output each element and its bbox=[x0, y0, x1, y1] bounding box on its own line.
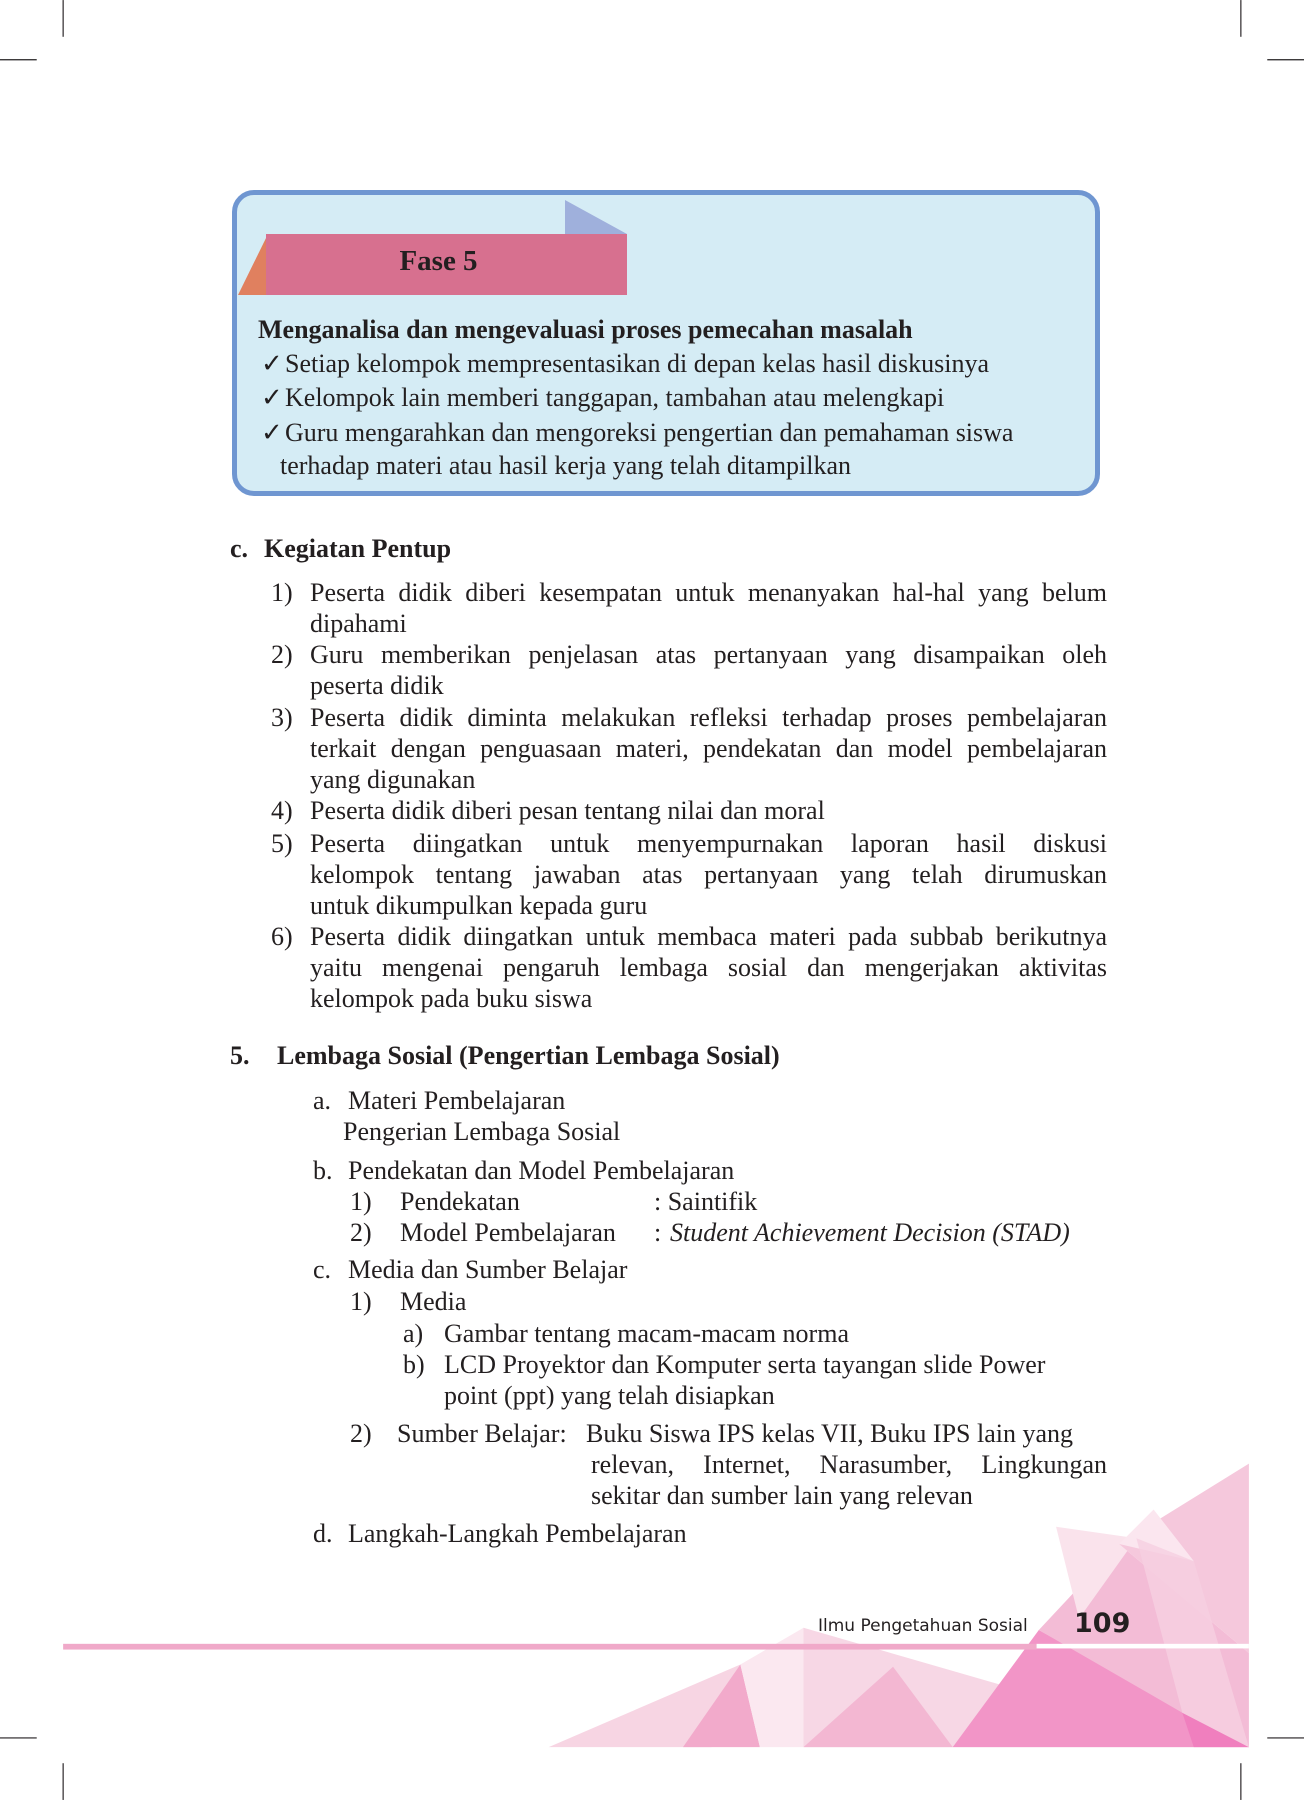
sub-marker: a. bbox=[313, 1086, 332, 1115]
list-number: 1) bbox=[350, 1287, 372, 1316]
sub-label: Media dan Sumber Belajar bbox=[348, 1255, 628, 1284]
fase-item: Setiap kelompok mempresentasikan di depan kelas hasil diskusinya bbox=[285, 349, 990, 378]
section-marker: 5. bbox=[230, 1041, 250, 1070]
list-number: 2) bbox=[350, 1419, 372, 1448]
list-number: 2) bbox=[350, 1218, 372, 1247]
list-item: peserta didik bbox=[310, 671, 444, 700]
field-value: relevan, Internet, Narasumber, Lingkungan bbox=[591, 1450, 1107, 1479]
banner-fold-tab bbox=[565, 200, 627, 234]
section-title: Lembaga Sosial (Pengertian Lembaga Sosial) bbox=[277, 1041, 780, 1070]
sub-label: Pendekatan dan Model Pembelajaran bbox=[348, 1156, 735, 1185]
fase-item: Guru mengarahkan dan mengoreksi pengertian dan pemahaman siswa bbox=[285, 418, 1014, 447]
list-item: Guru memberikan penjelasan atas pertanyaan yang disampaikan oleh bbox=[310, 640, 1107, 669]
list-item: point (ppt) yang telah disiapkan bbox=[444, 1381, 775, 1410]
list-item: yaitu mengenai pengaruh lembaga sosial dan mengerjakan aktivitas bbox=[310, 953, 1107, 982]
section-marker: c. bbox=[230, 534, 249, 563]
sub-marker: b. bbox=[313, 1156, 333, 1185]
check-icon: ✓ bbox=[261, 349, 283, 378]
list-item: terkait dengan penguasaan materi, pendekatan dan model pembelajaran bbox=[310, 734, 1107, 763]
sub-marker: d. bbox=[313, 1519, 333, 1548]
check-icon: ✓ bbox=[261, 383, 283, 412]
field-value: Buku Siswa IPS kelas VII, Buku IPS lain yang bbox=[586, 1419, 1074, 1448]
list-item: Peserta didik diberi pesan tentang nilai dan moral bbox=[310, 796, 825, 825]
sub-label: Langkah-Langkah Pembelajaran bbox=[348, 1519, 687, 1548]
fase-item-cont: terhadap materi atau hasil kerja yang telah ditampilkan bbox=[280, 451, 852, 480]
list-number: 1) bbox=[350, 1187, 372, 1216]
list-item: kelompok tentang jawaban atas pertanyaan yang telah dirumuskan bbox=[310, 860, 1107, 889]
field-label: Media bbox=[400, 1287, 467, 1316]
list-item: kelompok pada buku siswa bbox=[310, 984, 593, 1013]
list-letter: b) bbox=[403, 1350, 425, 1379]
list-item: Peserta diingatkan untuk menyempurnakan laporan hasil diskusi bbox=[310, 829, 1107, 858]
list-item: yang digunakan bbox=[310, 765, 476, 794]
field-label: Model Pembelajaran bbox=[400, 1218, 616, 1247]
list-number: 5) bbox=[271, 829, 293, 858]
list-item: Peserta didik diberi kesempatan untuk menanyakan hal-hal yang belum bbox=[310, 578, 1107, 607]
list-item: Peserta didik diingatkan untuk membaca materi pada subbab berikutnya bbox=[310, 922, 1107, 951]
list-number: 1) bbox=[271, 578, 293, 607]
footer-subject: Ilmu Pengetahuan Sosial bbox=[818, 1616, 1028, 1636]
fase-item: Kelompok lain memberi tanggapan, tambahan atau melengkapi bbox=[285, 383, 945, 412]
list-letter: a) bbox=[403, 1319, 424, 1348]
sub-value: Pengerian Lembaga Sosial bbox=[343, 1117, 621, 1146]
check-icon: ✓ bbox=[261, 418, 283, 447]
field-label: Pendekatan bbox=[400, 1187, 520, 1216]
field-value: Student Achievement Decision (STAD) bbox=[670, 1218, 1070, 1247]
section-title: Kegiatan Pentup bbox=[264, 534, 452, 563]
field-label: Sumber Belajar: bbox=[397, 1419, 567, 1448]
list-item: untuk dikumpulkan kepada guru bbox=[310, 891, 648, 920]
list-number: 6) bbox=[271, 922, 293, 951]
field-value: sekitar dan sumber lain yang relevan bbox=[591, 1481, 973, 1510]
field-separator: : bbox=[654, 1218, 662, 1247]
sub-label: Materi Pembelajaran bbox=[348, 1086, 566, 1115]
page-number: 109 bbox=[1074, 1608, 1131, 1639]
list-number: 3) bbox=[271, 703, 293, 732]
list-number: 2) bbox=[271, 640, 293, 669]
list-item: Gambar tentang macam-macam norma bbox=[444, 1319, 849, 1348]
field-value: : Saintifik bbox=[654, 1187, 758, 1216]
footer-rule bbox=[63, 1644, 1036, 1650]
banner-fold-left bbox=[238, 234, 268, 295]
list-item: LCD Proyektor dan Komputer serta tayangan slide Power bbox=[444, 1350, 1046, 1379]
fase-heading: Menganalisa dan mengevaluasi proses pemecahan masalah bbox=[258, 315, 913, 344]
list-item: Peserta didik diminta melakukan refleksi terhadap proses pembelajaran bbox=[310, 703, 1107, 732]
list-item: dipahami bbox=[310, 609, 407, 638]
sub-marker: c. bbox=[313, 1255, 332, 1284]
list-number: 4) bbox=[271, 796, 293, 825]
fase-title: Fase 5 bbox=[399, 245, 478, 277]
white-gap bbox=[1037, 1644, 1249, 1649]
